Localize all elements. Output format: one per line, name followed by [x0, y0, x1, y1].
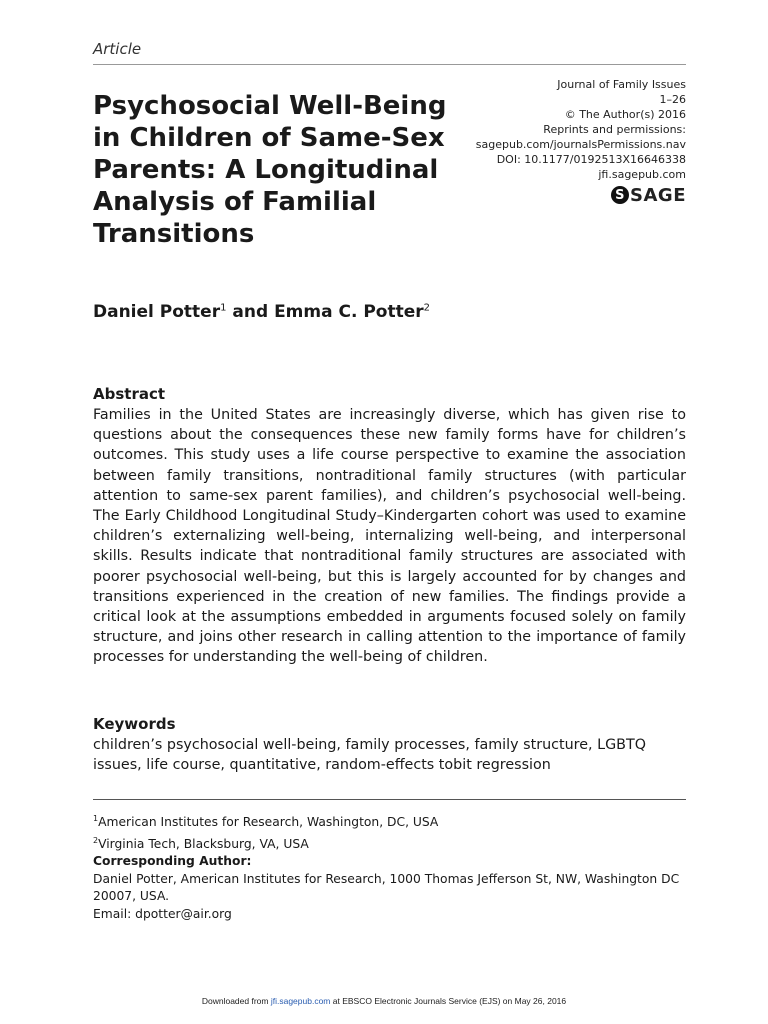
author-connector: and	[226, 302, 275, 322]
author-2: Emma C. Potter	[274, 302, 424, 322]
author-1: Daniel Potter	[93, 302, 221, 322]
corresponding-heading: Corresponding Author:	[93, 854, 252, 868]
footnote-rule	[93, 799, 686, 800]
page-range: 1–26	[659, 93, 686, 106]
keywords-heading: Keywords	[93, 715, 176, 733]
journal-name: Journal of Family Issues	[557, 78, 686, 91]
affiliation-1: $^1$American Institutes for Research, Washington, DC, USA	[93, 814, 439, 830]
journal-site[interactable]: jfi.sagepub.com	[598, 168, 686, 181]
reprints-url[interactable]: sagepub.com/journalsPermissions.nav	[475, 138, 686, 151]
author-1-affil-mark: 1	[220, 302, 227, 314]
doi: DOI: 10.1177/0192513X16646338	[496, 153, 686, 166]
reprints-label: Reprints and permissions:	[543, 123, 686, 136]
author-line	[93, 302, 430, 322]
abstract-text: Families in the United States are increasingly diverse, which has given rise to questions about the consequences these new family forms have for children’s outcomes. This study uses a life course perspective to examine the association between family transitions, nontraditional family structures (with particular attention to same-sex parent families), and children’s psychosocial well-being. The Early Childhood Longitudinal Study–Kindergarten cohort was used to examine children’s externalizing well-being, internalizing well-being, and interpersonal skills. Results indicate that nontraditional family structures are associated with poorer psychosocial well-being, but this is largely accounted for by changes and transitions experienced in the creation of new families. The findings provide a critical look at the assumptions embedded in arguments focused solely on family structure, and joins other research in calling attention to the importance of family processes for understanding the well-being of children.	[93, 407, 686, 666]
keywords-text: children’s psychosocial well-being, family processes, family structure, LGBTQ issues, life course, quantitative, random-effects tobit regression	[93, 737, 646, 774]
corresponding-email[interactable]: Email: dpotter@air.org	[93, 906, 232, 921]
sage-logo	[611, 186, 686, 204]
author-2-affil-mark: 2	[423, 302, 431, 314]
download-note: Downloaded from jfi.sagepub.com at EBSCO Electronic Journals Service (EJS) on May 26, 2016	[201, 996, 567, 1006]
download-link[interactable]: jfi.sagepub.com	[270, 996, 331, 1006]
abstract-heading: Abstract	[93, 385, 166, 403]
copyright: © The Author(s) 2016	[564, 108, 686, 121]
corresponding-address: Daniel Potter, American Institutes for Research, 1000 Thomas Jefferson St, NW, Washington DC 20007, USA.	[93, 871, 680, 903]
journal-meta	[426, 77, 686, 204]
affiliations	[93, 810, 686, 853]
affiliation-2: $^2$Virginia Tech, Blacksburg, VA, USA	[93, 835, 309, 851]
abstract-section	[93, 385, 686, 668]
top-rule	[93, 64, 686, 65]
keywords-section	[93, 715, 686, 775]
corresponding-author	[93, 853, 686, 923]
article-label: Article	[93, 40, 142, 58]
sage-logo-text: SAGE	[630, 184, 686, 206]
paper-title: Psychosocial Well-Being in Children of Same-Sex Parents: A Longitudinal Analysis of Familial Transitions	[93, 91, 447, 249]
sage-s-icon: S	[611, 186, 629, 204]
